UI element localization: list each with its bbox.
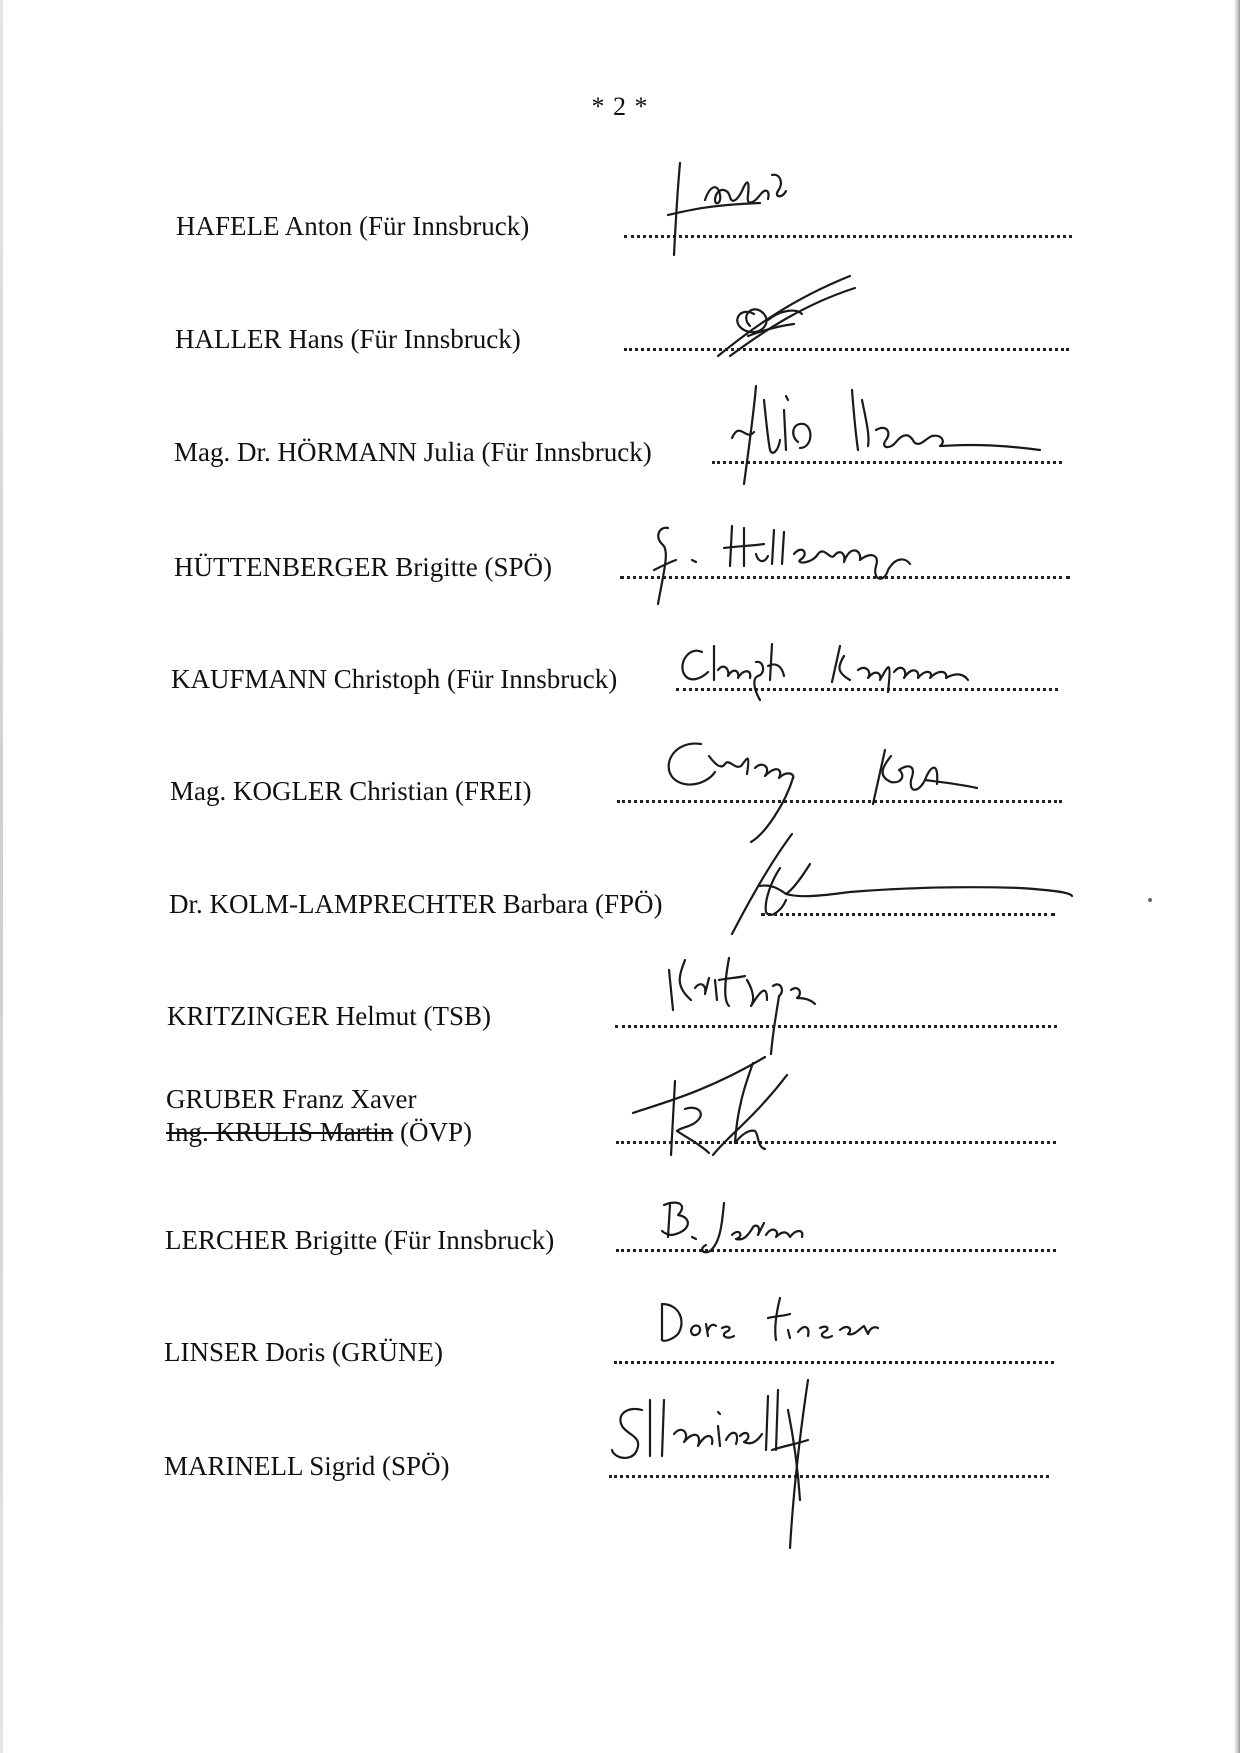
signer-name: HAFELE Anton (Für Innsbruck)	[176, 210, 530, 241]
signature-line[interactable]	[617, 800, 1062, 803]
signer-name: Mag. KOGLER Christian (FREI)	[170, 775, 532, 806]
signature-row-kolm-lamprechter	[169, 880, 1069, 920]
signature-line[interactable]	[624, 348, 1069, 351]
signature-row-kogler	[170, 767, 1070, 807]
signer-name: GRUBER Franz Xaver	[166, 1084, 417, 1115]
signature-line[interactable]	[614, 1361, 1054, 1364]
scan-speck	[1148, 898, 1152, 902]
signature-line[interactable]	[609, 1475, 1049, 1478]
signer-name: KAUFMANN Christoph (Für Innsbruck)	[171, 663, 618, 694]
signer-name: MARINELL Sigrid (SPÖ)	[164, 1450, 450, 1481]
signature-line[interactable]	[620, 576, 1070, 579]
signature-row-hoermann	[174, 428, 1074, 468]
signature-row-gruber	[166, 1078, 1066, 1148]
signer-name: LERCHER Brigitte (Für Innsbruck)	[165, 1224, 555, 1255]
signer-name: Mag. Dr. HÖRMANN Julia (Für Innsbruck)	[174, 436, 652, 467]
signature-row-huettenberger	[174, 543, 1074, 583]
signature-row-linser	[164, 1328, 1064, 1368]
signature-row-haller	[175, 315, 1075, 355]
scan-edge-right	[1234, 0, 1240, 1753]
signer-name: Dr. KOLM-LAMPRECHTER Barbara (FPÖ)	[169, 888, 663, 919]
signer-name: KRITZINGER Helmut (TSB)	[167, 1000, 491, 1031]
signature-row-marinell	[164, 1442, 1064, 1482]
signature-line[interactable]	[615, 1025, 1057, 1028]
signature-row-hafele	[176, 202, 1076, 242]
party-suffix: (ÖVP)	[393, 1116, 472, 1147]
signer-name-replaced	[166, 1116, 472, 1148]
struck-name: Ing. KRULIS Martin	[166, 1116, 394, 1147]
signature-row-lercher	[165, 1216, 1065, 1256]
signer-name: LINSER Doris (GRÜNE)	[164, 1336, 443, 1367]
scan-edge-left	[0, 0, 3, 1753]
signature-line[interactable]	[676, 688, 1058, 691]
signer-name-block	[166, 1083, 472, 1148]
signature-line[interactable]	[624, 235, 1072, 238]
signature-line[interactable]	[712, 461, 1062, 464]
signer-name: HALLER Hans (Für Innsbruck)	[175, 323, 521, 354]
signature-line[interactable]	[761, 913, 1055, 916]
signature-row-kaufmann	[171, 655, 1071, 695]
signature-line[interactable]	[616, 1249, 1056, 1252]
signature-row-kritzinger	[167, 992, 1067, 1032]
signature-line[interactable]	[616, 1141, 1056, 1144]
signer-name: HÜTTENBERGER Brigitte (SPÖ)	[174, 551, 552, 582]
page-number: * 2 *	[591, 92, 649, 121]
